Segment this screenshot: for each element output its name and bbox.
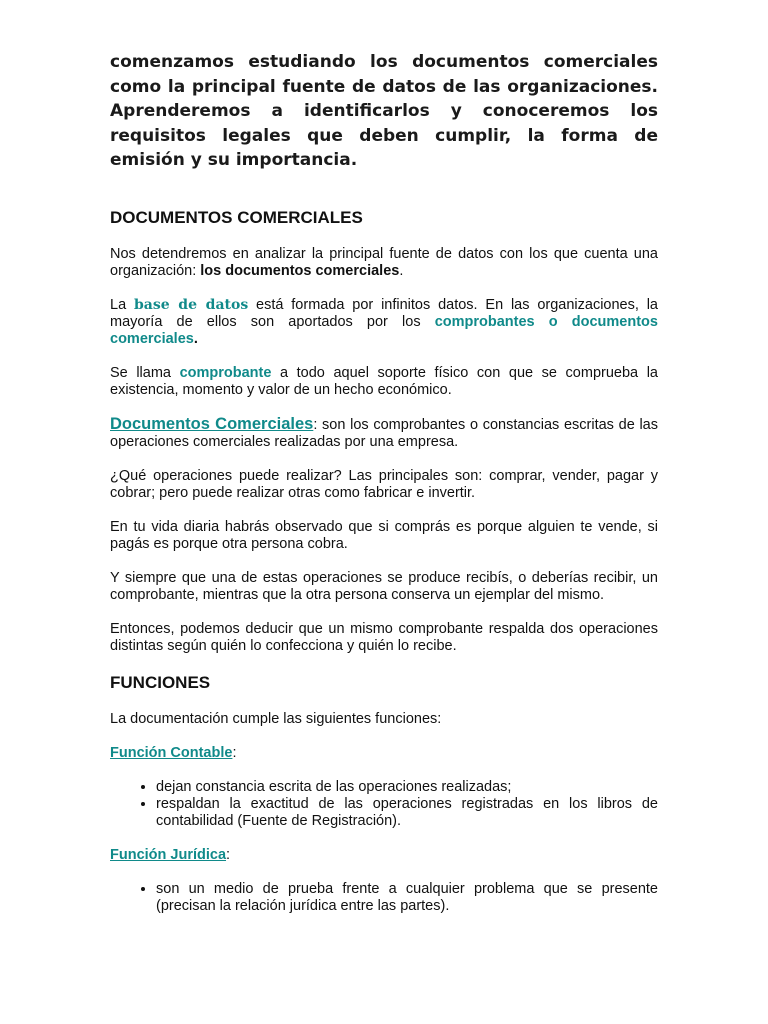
term-comprobantes: comprobantes o documentos comerciales <box>110 314 658 347</box>
term-base-de-datos: base de datos <box>133 297 249 313</box>
heading-documentos-comerciales: DOCUMENTOS COMERCIALES <box>110 208 363 227</box>
funcion-contable-colon: : <box>232 745 237 761</box>
p1-end: . <box>399 263 404 279</box>
paragraph-comprobante <box>110 365 658 399</box>
funcion-juridica-colon: : <box>226 847 231 863</box>
link-documentos-comerciales[interactable]: Documentos Comerciales <box>110 415 314 433</box>
link-funcion-juridica[interactable]: Función Jurídica <box>110 847 227 863</box>
paragraph-funciones-intro: La documentación cumple las siguientes funciones: <box>110 711 442 727</box>
paragraph-base-datos <box>110 297 658 348</box>
intro-paragraph: comenzamos estudiando los documentos comerciales como la principal fuente de datos de las organizaciones. Aprenderemos a identificarlos y conoceremos los requisitos legales que deben cumplir, la forma de emisión y su importancia. <box>110 52 658 170</box>
list-funcion-contable <box>110 779 658 830</box>
subheading-funcion-contable <box>110 745 658 762</box>
paragraph-fuente-datos <box>110 246 658 280</box>
p3-lead: Se llama <box>110 365 180 381</box>
p2-lead: La <box>110 297 134 313</box>
paragraph-documentos-comerciales <box>110 416 658 451</box>
p2-mid: está formada por infinitos datos. En las organizaciones, la mayoría de ellos son aportados por los <box>110 297 659 330</box>
list-item: • son un medio de prueba frente a cualquier problema que se presente (precisan la relación jurídica entre las partes). <box>156 881 658 915</box>
paragraph-deducir: Entonces, podemos deducir que un mismo comprobante respalda dos operaciones distintas según quién lo confecciona y quién lo recibe. <box>110 621 658 654</box>
p1-text: Nos detendremos en analizar la principal fuente de datos con los que cuenta una organización: <box>110 246 658 279</box>
p4-rest: : son los comprobantes o constancias escritas de las operaciones comerciales realizadas por una empresa. <box>110 417 658 450</box>
paragraph-vida-diaria: En tu vida diaria habrás observado que si comprás es porque alguien te vende, si pagás es porque otra persona cobra. <box>110 519 658 552</box>
list-item: • respaldan la exactitud de las operaciones registradas en los libros de contabilidad (Fuente de Registración). <box>156 796 658 830</box>
p3-rest: a todo aquel soporte físico con que se comprueba la existencia, momento y valor de un hecho económico. <box>110 365 658 398</box>
paragraph-operaciones: ¿Qué operaciones puede realizar? Las principales son: comprar, vender, pagar y cobrar; pero puede realizar otras como fabricar e invertir. <box>110 468 658 501</box>
p2-end: . <box>193 331 198 347</box>
main-content <box>110 207 658 915</box>
list-item: • dejan constancia escrita de las operaciones realizadas; <box>156 779 658 796</box>
term-comprobante: comprobante <box>179 365 272 381</box>
subheading-funcion-juridica <box>110 847 658 864</box>
heading-funciones: FUNCIONES <box>110 673 211 692</box>
link-funcion-contable[interactable]: Función Contable <box>110 745 233 761</box>
list-funcion-juridica <box>110 881 658 915</box>
paragraph-recibis: Y siempre que una de estas operaciones se produce recibís, o deberías recibir, un comprobante, mientras que la otra persona conserva un ejemplar del mismo. <box>110 570 658 603</box>
p1-bold: los documentos comerciales <box>200 263 400 279</box>
